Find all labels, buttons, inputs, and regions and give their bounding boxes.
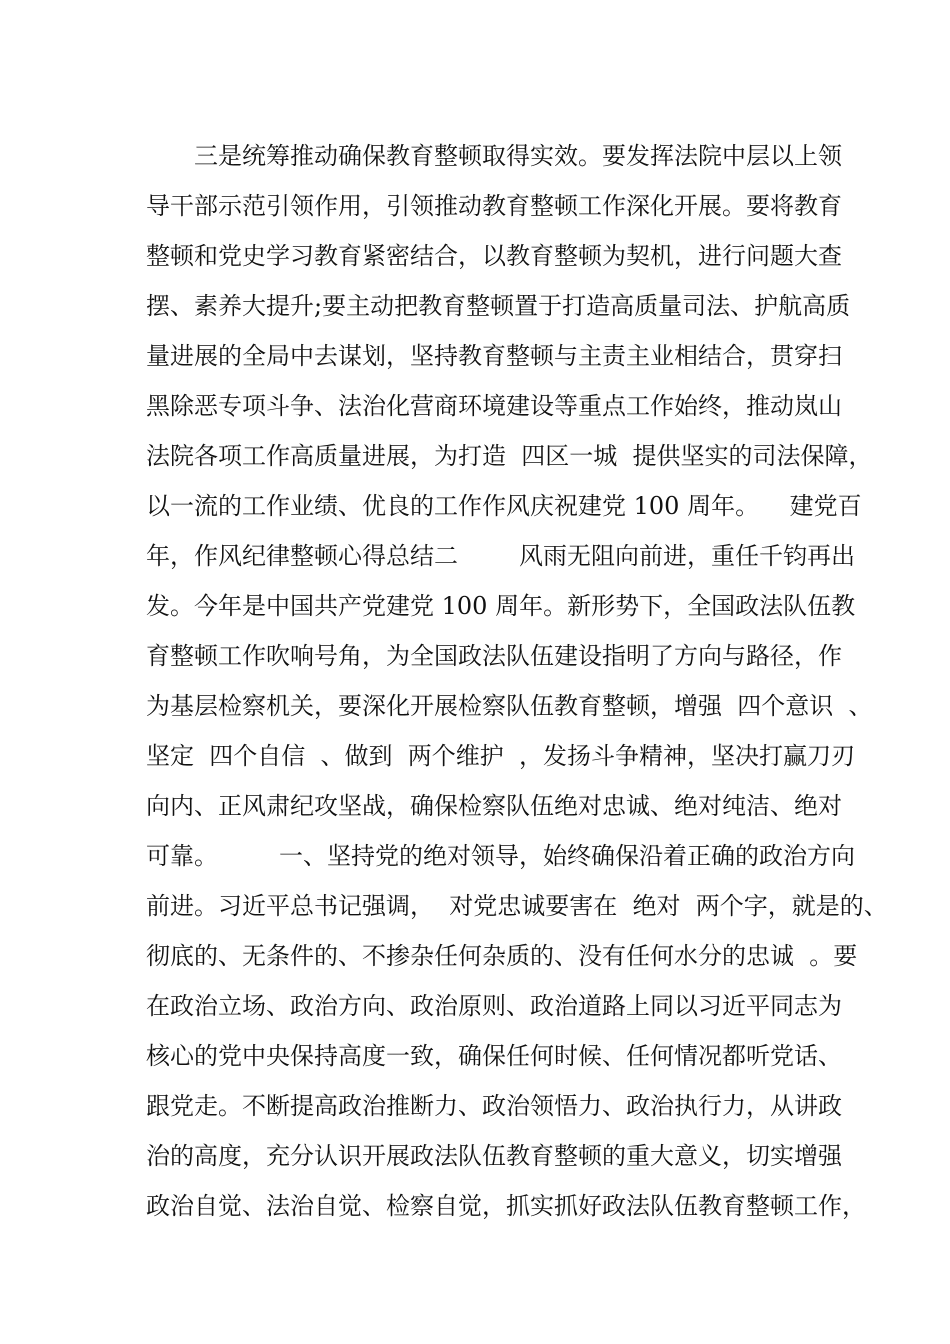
text-line: 发。今年是中国共产党建党 100 周年。新形势下，全国政法队伍教 bbox=[146, 592, 856, 620]
text-line: 育整顿工作吹响号角，为全国政法队伍建设指明了方向与路径，作 bbox=[146, 642, 842, 670]
text-line: 核心的党中央保持高度一致，确保任何时候、任何情况都听党话、 bbox=[146, 1042, 842, 1070]
text-line: 三是统筹推动确保教育整顿取得实效。要发挥法院中层以上领 bbox=[146, 142, 842, 170]
text-line: 整顿和党史学习教育紧密结合，以教育整顿为契机，进行问题大查 bbox=[146, 242, 842, 270]
text-line: 向内、正风肃纪攻坚战，确保检察队伍绝对忠诚、绝对纯洁、绝对 bbox=[146, 792, 842, 820]
text-line: 治的高度，充分认识开展政法队伍教育整顿的重大意义，切实增强 bbox=[146, 1142, 842, 1170]
text-line: 政治自觉、法治自觉、检察自觉，抓实抓好政法队伍教育整顿工作， bbox=[146, 1192, 866, 1220]
text-line: 在政治立场、政治方向、政治原则、政治道路上同以习近平同志为 bbox=[146, 992, 842, 1020]
text-line: 法院各项工作高质量进展，为打造 四区一城 提供坚实的司法保障， bbox=[146, 442, 873, 470]
text-line: 年，作风纪律整顿心得总结二 风雨无阻向前进，重任千钧再出 bbox=[146, 542, 856, 570]
text-line: 跟党走。不断提高政治推断力、政治领悟力、政治执行力，从讲政 bbox=[146, 1092, 842, 1120]
text-line: 可靠。 一、坚持党的绝对领导，始终确保沿着正确的政治方向 bbox=[146, 842, 856, 870]
text-line: 黑除恶专项斗争、法治化营商环境建设等重点工作始终，推动岚山 bbox=[146, 392, 842, 420]
text-line: 彻底的、无条件的、不掺杂任何杂质的、没有任何水分的忠诚 。要 bbox=[146, 942, 858, 970]
text-line: 为基层检察机关，要深化开展检察队伍教育整顿，增强 四个意识 、 bbox=[146, 692, 873, 720]
text-line: 以一流的工作业绩、优良的工作作风庆祝建党 100 周年。 建党百 bbox=[146, 492, 862, 520]
body-text bbox=[146, 131, 888, 1231]
text-line: 摆、素养大提升;要主动把教育整顿置于打造高质量司法、护航高质 bbox=[146, 292, 851, 320]
text-line: 导干部示范引领作用，引领推动教育整顿工作深化开展。要将教育 bbox=[146, 192, 842, 220]
text-line: 前进。习近平总书记强调， 对党忠诚要害在 绝对 两个字，就是的、 bbox=[146, 892, 888, 920]
text-line: 量进展的全局中去谋划，坚持教育整顿与主责主业相结合，贯穿扫 bbox=[146, 342, 842, 370]
text-line: 坚定 四个自信 、做到 两个维护 ，发扬斗争精神，坚决打赢刀刃 bbox=[146, 742, 856, 770]
